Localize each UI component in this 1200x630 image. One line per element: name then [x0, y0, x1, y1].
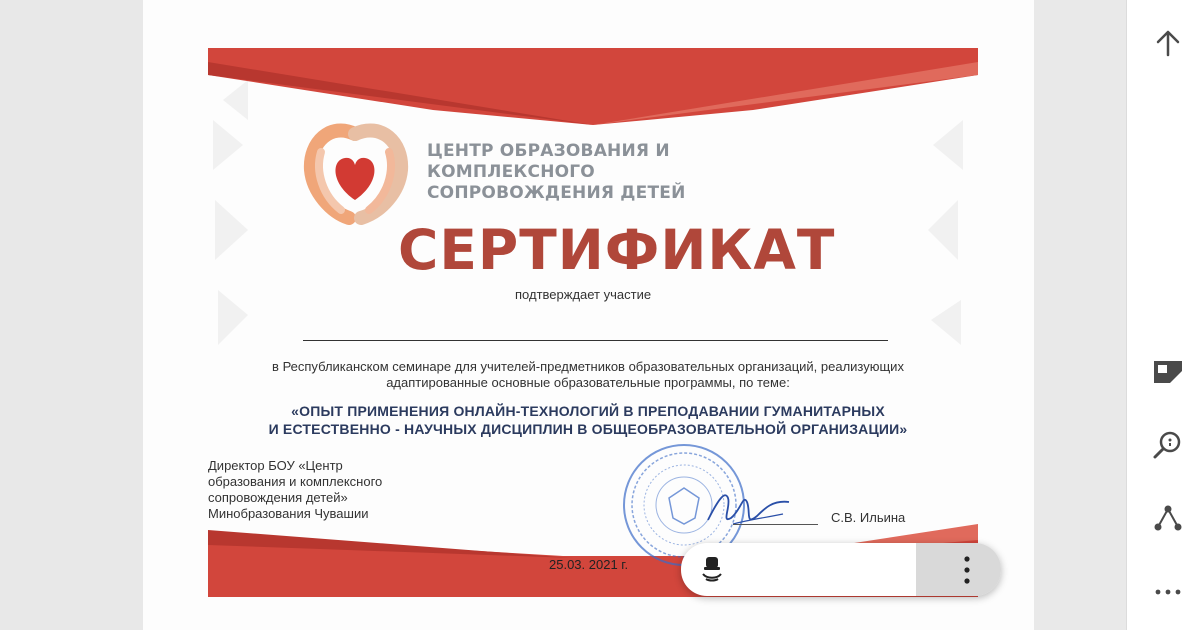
signature-line	[733, 524, 818, 525]
float-bar-more-area[interactable]	[916, 543, 1001, 596]
seminar-description	[213, 359, 963, 391]
more-vertical-icon[interactable]	[962, 555, 972, 585]
organization-name	[427, 141, 686, 204]
org-name-line: ЦЕНТР ОБРАЗОВАНИЯ И	[427, 141, 670, 161]
director-title	[208, 458, 382, 522]
viewer-left-margin	[0, 0, 143, 630]
arrow-up-icon[interactable]	[1150, 25, 1186, 61]
topic-line: И ЕСТЕСТВЕННО - НАУЧНЫХ ДИСЦИПЛИН В ОБЩЕОБРАЗОВАТЕЛЬНОЙ ОРГАНИЗАЦИИ»	[268, 421, 908, 437]
director-line: образования и комплексного	[208, 474, 383, 489]
certificate-page	[143, 0, 1034, 630]
org-name-line: КОМПЛЕКСНОГО	[427, 162, 595, 182]
topic-line: «ОПЫТ ПРИМЕНЕНИЯ ОНЛАЙН-ТЕХНОЛОГИЙ В ПРЕПОДАВАНИИ ГУМАНИТАРНЫХ	[291, 403, 885, 419]
certificate-date: 25.03. 2021 г.	[549, 557, 629, 572]
floating-action-bar[interactable]	[681, 543, 1001, 596]
more-horizontal-icon[interactable]	[1150, 574, 1186, 610]
handwritten-signature	[703, 480, 793, 535]
director-line: Директор БОУ «Центр	[208, 458, 343, 473]
director-line: Минобразования Чувашии	[208, 506, 369, 521]
org-name-line: СОПРОВОЖДЕНИЯ ДЕТЕЙ	[427, 183, 686, 203]
bell-icon[interactable]	[697, 554, 727, 584]
certificate-title: СЕРТИФИКАТ	[398, 218, 836, 282]
recipient-name-line	[303, 340, 888, 341]
zoom-search-icon[interactable]	[1150, 427, 1186, 463]
seminar-topic	[203, 402, 973, 438]
certificate-background	[143, 0, 1034, 630]
signer-name: С.В. Ильина	[831, 510, 906, 525]
heart-icon	[336, 158, 375, 200]
seminar-line: адаптированные основные образовательные программы, по теме:	[386, 375, 790, 390]
director-line: сопровождения детей»	[208, 490, 348, 505]
page-view-icon[interactable]	[1150, 354, 1186, 390]
share-icon[interactable]	[1150, 500, 1186, 536]
confirms-participation-text: подтверждает участие	[515, 287, 652, 302]
emblem-icon	[669, 488, 699, 524]
viewer-right-margin	[1034, 0, 1126, 630]
seminar-line: в Республиканском семинаре для учителей-предметников образовательных организаций, реализующих	[272, 359, 904, 374]
